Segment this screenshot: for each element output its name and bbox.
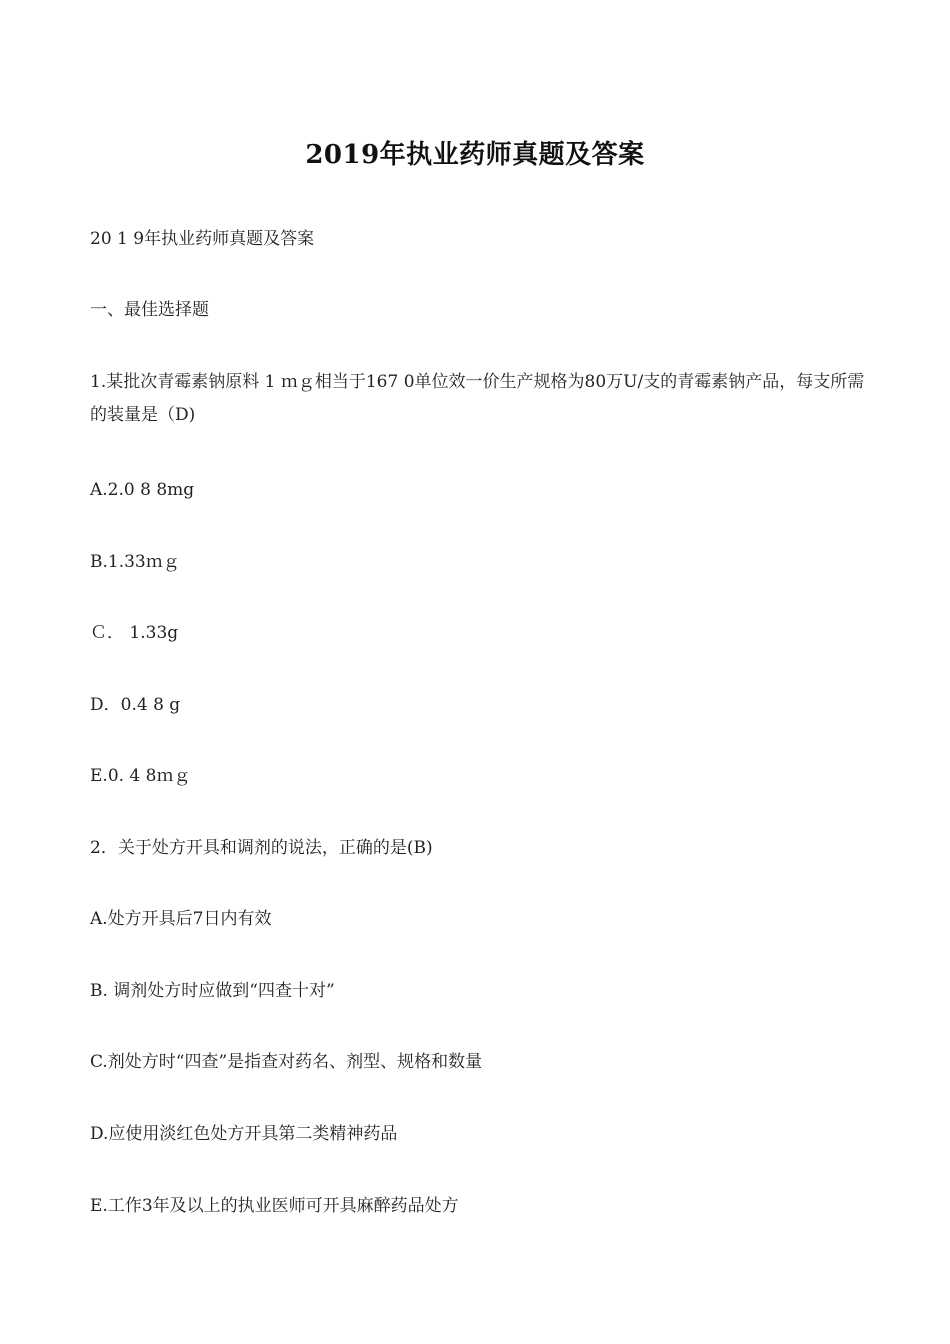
question-1-option-a: A.2.0 8 8mg: [90, 480, 195, 500]
question-1-stem: 1.某批次青霉素钠原料 1 ｍｇ相当于167 0单位效一价生产规格为80万U/支的青霉素钠产品，每支所需的装量是（D): [90, 372, 865, 425]
section-heading: 一、最佳选择题: [90, 300, 209, 320]
question-2-option-a: A.处方开具后7日内有效: [90, 909, 272, 929]
question-2-option-e: E.工作3年及以上的执业医师可开具麻醉药品处方: [90, 1196, 459, 1216]
document-title: 2019年执业药师真题及答案: [305, 140, 645, 170]
question-2-option-d: D.应使用淡红色处方开具第二类精神药品: [90, 1124, 398, 1144]
question-1-option-d: D．0.4 8 g: [90, 695, 181, 715]
question-1-option-e: E.0. 4 8ｍｇ: [90, 766, 191, 786]
subtitle-line: 20 1 9年执业药师真题及答案: [90, 229, 315, 249]
question-2-stem: 2．关于处方开具和调剂的说法，正确的是(B): [90, 838, 433, 858]
question-1-option-b: B.1.33ｍｇ: [90, 552, 180, 572]
question-2-option-c: C.剂处方时“四查”是指查对药名、剂型、规格和数量: [90, 1052, 483, 1072]
question-1-option-c: Ｃ． 1.33g: [90, 623, 179, 643]
question-2-option-b: B. 调剂处方时应做到“四查十对”: [90, 981, 335, 1001]
